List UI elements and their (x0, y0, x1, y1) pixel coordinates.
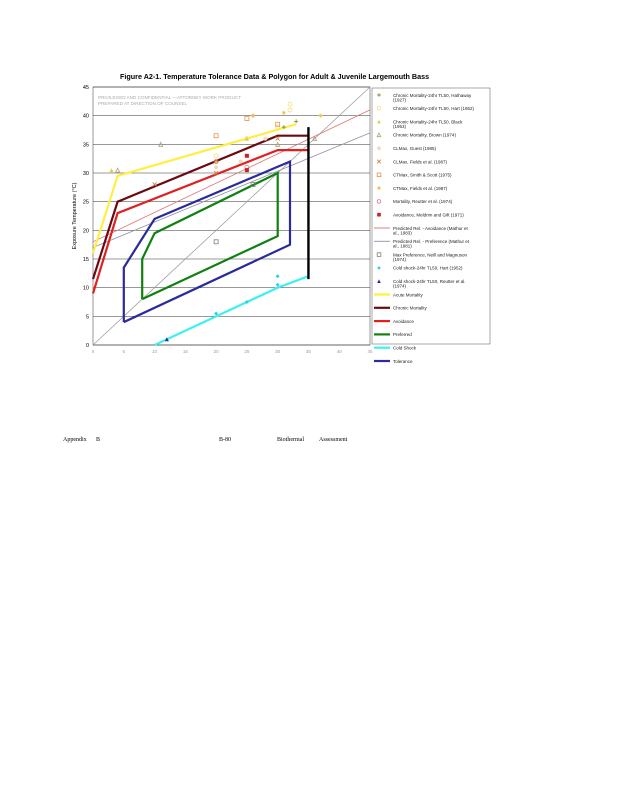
x-tick-label: 40 (336, 349, 342, 354)
footer-letter: B (96, 437, 101, 443)
x-tick-label: 45 (367, 349, 373, 354)
x-tick-label: 30 (275, 349, 281, 354)
legend-label: CLMax, Fields et al. (1987) (393, 159, 448, 165)
y-tick-label: 40 (82, 113, 89, 120)
legend-marker (377, 186, 381, 190)
x-tick-label: 0 (91, 349, 95, 354)
y-tick-label: 20 (82, 228, 89, 235)
footer-page: B-80 (219, 437, 231, 443)
legend-label: Preferred (393, 332, 412, 338)
legend-label: Avoidance, Meldrim and Gift (1971) (393, 212, 464, 218)
legend-label: (1974) (393, 283, 407, 289)
legend-label: (1927) (393, 97, 407, 103)
legend-label: Chronic Mortality-24hr TL50, Black (393, 119, 463, 125)
legend-label: Max Preference, Neill and Magnuson (393, 252, 468, 258)
footer-appendix: Appendix (63, 437, 87, 443)
x-tick-label: 15 (182, 349, 188, 354)
data-point (214, 165, 218, 169)
x-tick-label: 10 (152, 349, 158, 354)
y-tick-label: 5 (85, 314, 89, 321)
watermark-text: PRIVILEGED AND CONFIDENTIAL —ATTORNEY WORK PRODUCT (98, 95, 242, 100)
legend-label: Chronic Mortality-24hr TL50, Hathaway (393, 92, 472, 98)
legend-label: Cold Shock (393, 345, 417, 351)
y-tick-label: 10 (82, 285, 89, 292)
legend-label: Chronic Mortality-24hr TL50, Hart (1952) (393, 106, 474, 112)
legend-label: (1953) (393, 124, 407, 129)
legend-label: CTMax, Smith & Scott (1975) (393, 172, 452, 178)
data-point (245, 168, 249, 172)
legend-label: Acute Mortality (393, 292, 423, 298)
page-footer (0, 437, 618, 449)
legend-label: Predicted Rel. - Avoidance (Mathur et (393, 225, 468, 231)
legend-label: Cold shock-24hr TL50, Reutter et al. (393, 279, 466, 284)
x-tick-label: 35 (305, 349, 311, 354)
legend-label: al., 1981) (393, 243, 412, 249)
legend-label: Chronic Mortality, Brown (1974) (393, 132, 456, 138)
y-tick-label: 45 (82, 85, 89, 91)
legend-label: Mortality, Reutter et al. (1974) (393, 199, 453, 205)
y-tick-label: 0 (85, 343, 89, 349)
x-tick-label: 5 (122, 349, 126, 354)
legend-marker (377, 146, 381, 150)
legend-label: Cold shock-24hr TL50, Hart (1952) (393, 265, 463, 271)
y-tick-label: 15 (82, 257, 89, 263)
footer-section-2: Assessment (319, 437, 348, 443)
y-tick-label: 30 (82, 171, 89, 177)
legend-label: Tolerance (393, 358, 413, 364)
legend-label: (1974) (393, 257, 407, 262)
x-tick-label: 25 (244, 349, 250, 354)
legend-label: Predicted Rel. - Preference (Mathur et (393, 239, 470, 245)
watermark-text: PREPARED AT DIRECTION OF COUNSEL (98, 101, 188, 106)
legend-label: CLMax, Guest (1985) (393, 146, 437, 151)
legend-label: CTMax, Fields et al. (1987) (393, 185, 448, 191)
x-tick-label: 20 (213, 349, 219, 354)
legend-marker (377, 213, 381, 217)
footer-section-1: Biothermal (277, 437, 304, 443)
y-tick-label: 35 (82, 142, 89, 149)
data-point (239, 160, 243, 164)
legend-label: al., 1983) (393, 230, 412, 236)
data-point (245, 154, 249, 158)
y-tick-label: 25 (82, 199, 89, 206)
y-axis-label: Exposure Temperature (°C) (72, 182, 78, 250)
legend-label: Avoidance (393, 318, 414, 324)
legend (372, 88, 490, 364)
figure-title: Figure A2-1. Temperature Tolerance Data & Polygon for Adult & Juvenile Largemouth Bass (120, 72, 430, 81)
plot-area (72, 85, 373, 354)
data-point (263, 137, 267, 141)
legend-label: Chronic Mortality (393, 305, 427, 311)
